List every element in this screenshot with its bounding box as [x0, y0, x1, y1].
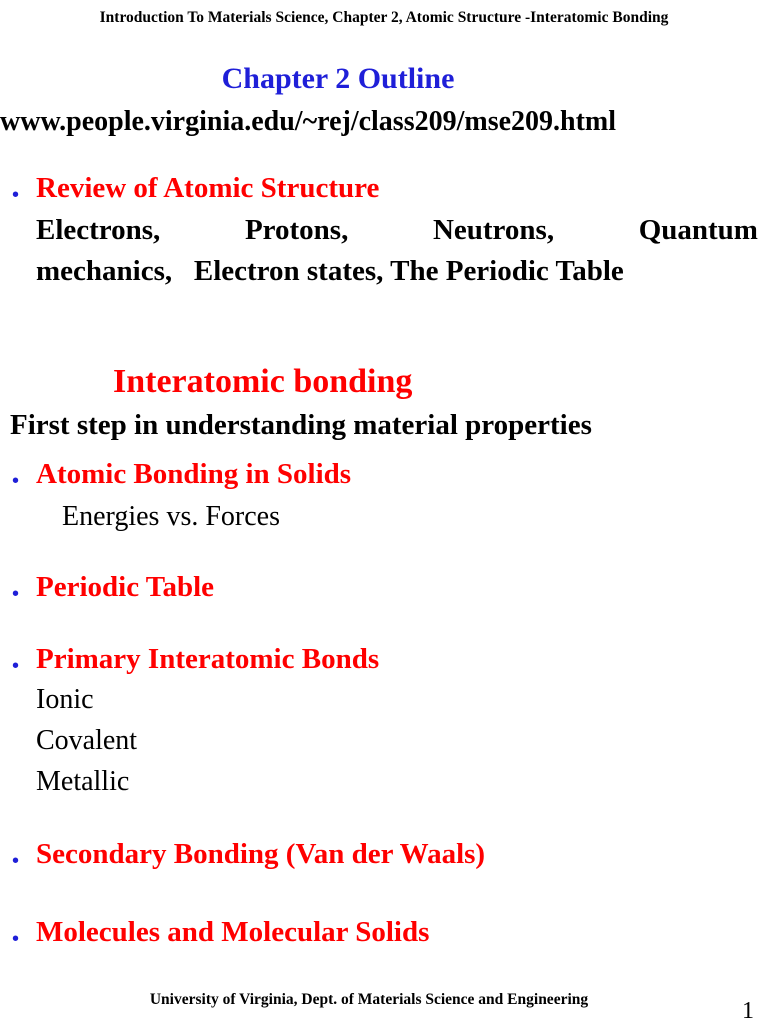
section-title: Interatomic bonding: [113, 363, 413, 400]
bullet-icon: •: [12, 928, 20, 950]
molecules-heading: Molecules and Molecular Solids: [36, 916, 430, 948]
bullet-icon: •: [12, 583, 20, 605]
review-line-2: mechanics, Electron states, The Periodic Table: [36, 255, 624, 287]
page-header: Introduction To Materials Science, Chapter 2, Atomic Structure -Interatomic Bonding: [99, 9, 669, 26]
course-url: www.people.virginia.edu/~rej/class209/mse209.html: [0, 106, 617, 137]
secondary-bonding-heading: Secondary Bonding (Van der Waals): [36, 838, 486, 870]
primary-bond-covalent: Covalent: [36, 725, 138, 756]
review-line-1: [36, 214, 758, 247]
chapter-title: Chapter 2 Outline: [221, 62, 455, 95]
review-word: Protons,: [244, 214, 349, 246]
review-heading: Review of Atomic Structure: [36, 172, 380, 204]
review-word: Neutrons,: [432, 214, 555, 246]
primary-bond-ionic: Ionic: [36, 684, 94, 715]
page-number: 1: [742, 998, 754, 1024]
bullet-icon: •: [12, 184, 20, 206]
primary-bonds-heading: Primary Interatomic Bonds: [36, 643, 380, 675]
atomic-bonding-detail: Energies vs. Forces: [62, 501, 280, 532]
section-subtitle: First step in understanding material properties: [10, 409, 592, 441]
atomic-bonding-heading: Atomic Bonding in Solids: [36, 458, 352, 490]
review-word: Quantum: [638, 214, 758, 246]
review-word: Electrons,: [36, 214, 161, 246]
page-footer: University of Virginia, Dept. of Materials Science and Engineering: [149, 991, 589, 1008]
bullet-icon: •: [12, 850, 20, 872]
periodic-table-heading: Periodic Table: [36, 571, 215, 603]
bullet-icon: •: [12, 655, 20, 677]
primary-bond-metallic: Metallic: [36, 766, 130, 797]
bullet-icon: •: [12, 470, 20, 492]
